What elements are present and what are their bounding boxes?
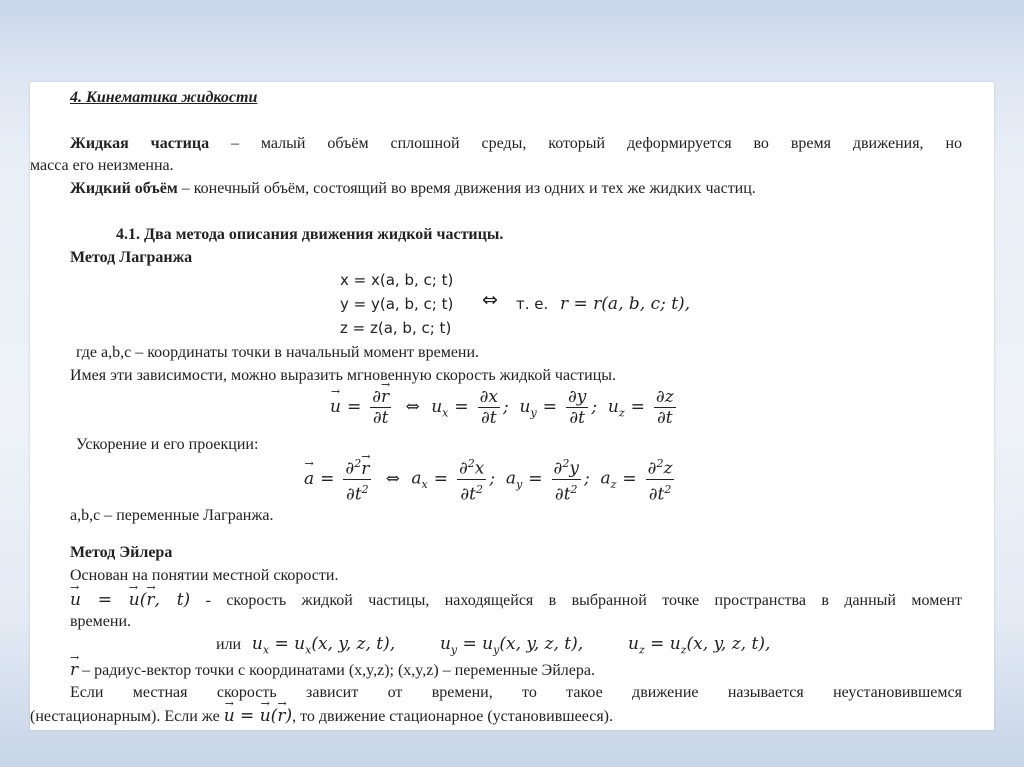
or-word: или bbox=[216, 636, 242, 653]
stationary-formula: → u = → u(→ r) bbox=[224, 706, 292, 726]
euler-line5 bbox=[30, 706, 613, 727]
lagrange-heading: Метод Лагранжа bbox=[70, 249, 193, 266]
te-label: т. е. bbox=[516, 295, 549, 313]
radius-note: → r – радиус-вектор точки с координатами (x,y,z); (x,y,z) – переменные Эйлера. bbox=[70, 660, 595, 681]
document-page bbox=[30, 82, 994, 730]
equivalence-symbol: ⇔ bbox=[482, 289, 498, 311]
definition-volume-text: – конечный объём, состоящий во время движения из одних и тех же жидких частиц. bbox=[177, 180, 756, 197]
euler-line2 bbox=[70, 590, 962, 611]
euler-line1: Основан на понятии местной скорости. bbox=[70, 567, 339, 584]
radius-note-text: – радиус-вектор точки с координатами (x,y,z); (x,y,z) – переменные Эйлера. bbox=[78, 662, 595, 679]
term-particle: Жидкая частица bbox=[70, 135, 210, 152]
euler-line2-cont: времени. bbox=[70, 613, 132, 630]
acceleration-equation: → a = $\frac{\partial^2\to r}{\partial t^2}$ ⇔ $a_x$ = $\frac{\partial^2x}{\partial t^2}$ ; $a_y$ = $\frac{\partial^2y}{\partial t^2}$ ; $a_z$ = $\frac{\partial^2z}{\partial t^2}$ bbox=[304, 454, 677, 504]
velocity-intro: Имея эти зависимости, можно выразить мгновенную скорость жидкой частицы. bbox=[70, 367, 617, 384]
equation-y: y = y(a, b, c; t) bbox=[340, 295, 454, 313]
accel-intro: Ускорение и его проекции: bbox=[76, 436, 259, 453]
coords-note: где a,b,c – координаты точки в начальный момент времени. bbox=[76, 344, 480, 361]
page-title: 4. Кинематика жидкости bbox=[70, 89, 258, 106]
equation-z: z = z(a, b, c; t) bbox=[340, 319, 452, 337]
definition-particle-text: – малый объём сплошной среды, который деформируется во время движения, но bbox=[209, 135, 963, 152]
definition-particle-cont: масса его неизменна. bbox=[30, 157, 174, 174]
euler-velocity-formula: → u = → u(→ r, t) bbox=[70, 590, 190, 610]
section-heading: 4.1. Два метода описания движения жидкой частицы. bbox=[116, 226, 504, 243]
euler-line5-a: (нестационарным). Если же bbox=[30, 708, 220, 725]
euler-projections: или $u_x = u_x(x$, y, z, t), $u_y = u_y(x$, y, z, t), $u_z = u_z(x$, y, z, t), bbox=[216, 634, 771, 657]
definition-volume bbox=[70, 179, 756, 199]
equation-x: x = x(a, b, c; t) bbox=[340, 271, 454, 289]
euler-line4: Если местная скорость зависит от времени, то такое движение называется неустановившемся bbox=[70, 684, 962, 701]
velocity-equation: → u = $\frac{\partial\to r}{\partial t}$ ⇔ $u_x$ = $\frac{\partial x}{\partial t}$ ; $u_y$ = $\frac{\partial y}{\partial t}$ ; $u_z$ = $\frac{\partial z}{\partial t}$ bbox=[330, 387, 679, 428]
euler-line2-text: - скорость жидкой частицы, находящейся в выбранной точке пространства в данный момент bbox=[190, 592, 962, 609]
euler-line5-b: , то движение стационарное (установившееся). bbox=[292, 708, 614, 725]
term-volume: Жидкий объём bbox=[70, 180, 178, 197]
lagrange-variables-note: a,b,c – переменные Лагранжа. bbox=[70, 507, 274, 524]
euler-heading: Метод Эйлера bbox=[70, 544, 173, 561]
definition-particle bbox=[70, 134, 962, 154]
vector-form: r = r(a, b, c; t), bbox=[560, 294, 691, 314]
